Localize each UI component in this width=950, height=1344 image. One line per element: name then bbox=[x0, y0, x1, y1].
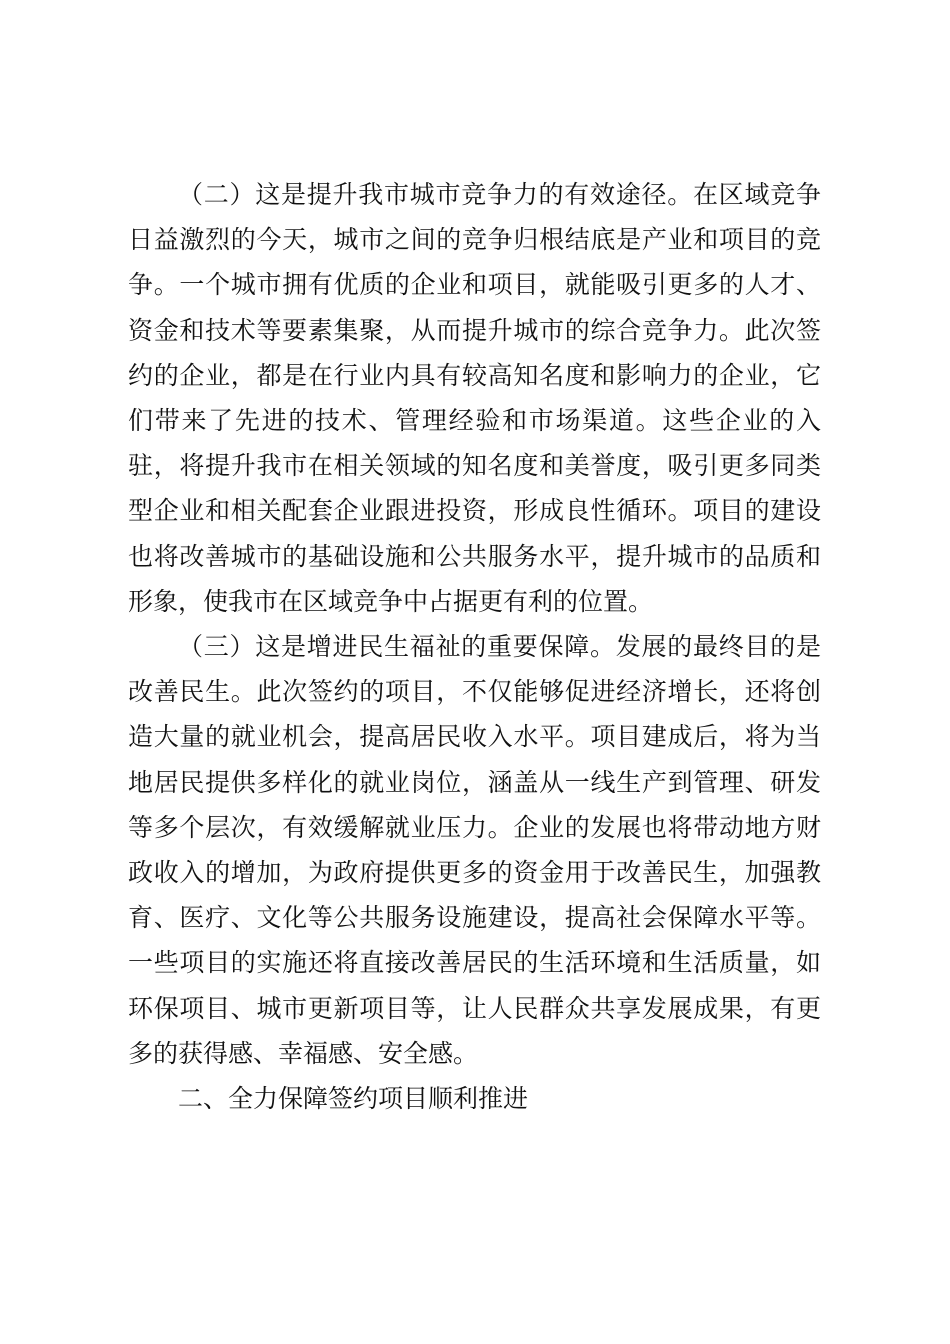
section-heading-project-support: 二、全力保障签约项目顺利推进 bbox=[178, 1084, 529, 1114]
paragraph-livelihood-wellbeing: （三）这是增进民生福祉的重要保障。发展的最终目的是改善民生。此次签约的项目，不仅能够促进经济增长，还将创造大量的就业机会，提高居民收入水平。项目建成后，将为当地居民提供多样化的就业岗位，涵盖从一线生产到管理、研发等多个层次，有效缓解就业压力。企业的发展也将带动地方财政收入的增加，为政府提供更多的资金用于改善民生，加强教育、医疗、文化等公共服务设施建设，提高社会保障水平等。一些项目的实施还将直接改善居民的生活环境和生活质量，如环保项目、城市更新项目等，让人民群众共享发展成果，有更多的获得感、幸福感、安全感。 bbox=[128, 632, 821, 1068]
paragraph-city-competitiveness: （二）这是提升我市城市竞争力的有效途径。在区域竞争日益激烈的今天，城市之间的竞争归根结底是产业和项目的竞争。一个城市拥有优质的企业和项目，就能吸引更多的人才、资金和技术等要素集聚，从而提升城市的综合竞争力。此次签约的企业，都是在行业内具有较高知名度和影响力的企业，它们带来了先进的技术、管理经验和市场渠道。这些企业的入驻，将提升我市在相关领域的知名度和美誉度，吸引更多同类型企业和相关配套企业跟进投资，形成良性循环。项目的建设也将改善城市的基础设施和公共服务水平，提升城市的品质和形象，使我市在区域竞争中占据更有利的位置。 bbox=[128, 180, 821, 616]
document-body bbox=[128, 172, 821, 1121]
